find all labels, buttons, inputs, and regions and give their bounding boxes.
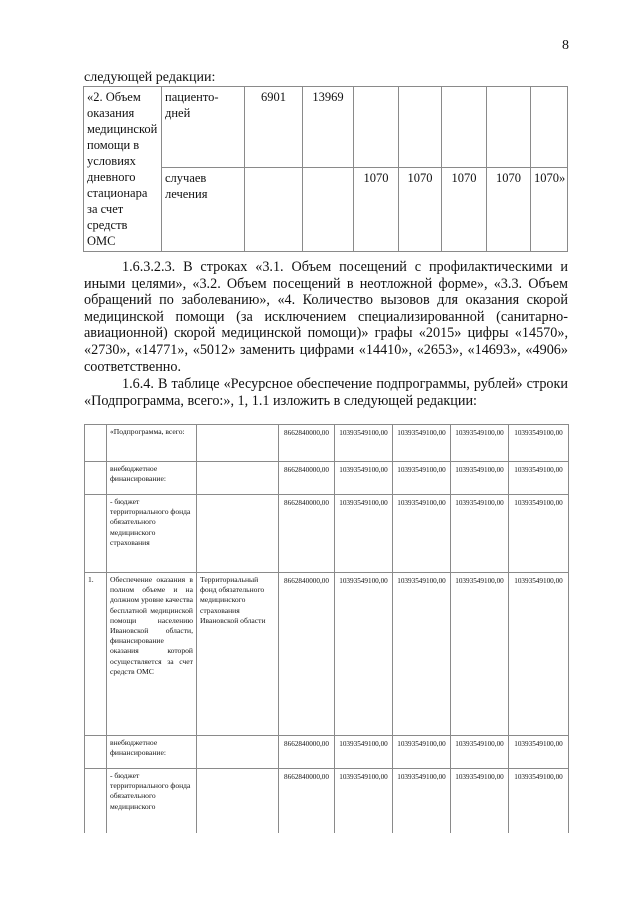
amount-cell: 10393549100,00 — [335, 573, 393, 736]
amount-cell: 8662840000,00 — [279, 425, 335, 462]
amount-cell: 10393549100,00 — [393, 462, 451, 495]
table1-cell — [487, 87, 531, 168]
table1-unit: пациенто-дней — [162, 87, 245, 168]
table1-cell: 1070 — [399, 168, 442, 252]
table1-cell — [531, 87, 568, 168]
resource-table — [84, 424, 569, 833]
row-number — [85, 495, 107, 573]
day-hospital-volume-table — [83, 86, 568, 252]
amount-cell: 10393549100,00 — [335, 736, 393, 769]
table1-cell: 6901 — [245, 87, 303, 168]
amount-cell: 10393549100,00 — [509, 462, 569, 495]
row-name: внебюджетное финансирование: — [107, 462, 197, 495]
row-name: Обеспечение оказания в полном объеме и на должном уровне качества бесплатной медицинской помощи населению Ивановской области, финансирование оказания которой осуществляется за счет средств ОМС — [107, 573, 197, 736]
table1-cell: 13969 — [303, 87, 354, 168]
table1-unit: случаев лечения — [162, 168, 245, 252]
row-number — [85, 769, 107, 833]
page-number: 8 — [562, 38, 569, 53]
row-executor — [197, 462, 279, 495]
table1-cell — [442, 87, 487, 168]
amount-cell: 10393549100,00 — [335, 425, 393, 462]
table1-label: «2. Объем оказания медицинской помощи в условиях дневного стационара за счет средств ОМС — [84, 87, 162, 252]
row-name: внебюджетное финансирование: — [107, 736, 197, 769]
row-number — [85, 462, 107, 495]
table1-cell: 1070 — [354, 168, 399, 252]
row-name: «Подпрограмма, всего: — [107, 425, 197, 462]
amount-cell: 10393549100,00 — [393, 736, 451, 769]
amount-cell: 10393549100,00 — [335, 769, 393, 833]
amount-cell: 10393549100,00 — [451, 425, 509, 462]
row-number: 1. — [85, 573, 107, 736]
table1-cell: 1070» — [531, 168, 568, 252]
amount-cell: 10393549100,00 — [393, 425, 451, 462]
amount-cell: 10393549100,00 — [509, 425, 569, 462]
amount-cell: 8662840000,00 — [279, 462, 335, 495]
amount-cell: 10393549100,00 — [393, 769, 451, 833]
amount-cell: 10393549100,00 — [393, 495, 451, 573]
table1-cell: 1070 — [487, 168, 531, 252]
table1-cell — [303, 168, 354, 252]
table1-cell — [354, 87, 399, 168]
table1-cell — [245, 168, 303, 252]
paragraph-1-6-3-2-3: 1.6.3.2.3. В строках «3.1. Объем посещений с профилактическими и иными целями», «3.2. Объем посещений в неотложной форме», «3.3. Объем обращений по заболеванию», «4. Количество вызовов для оказания скорой медицинской помощи (за исключением специализированной (санитарно-авиационной) скорой медицинской помощи)» графы «2015» цифры «14570», «2730», «14771», «5012» заменить цифрами «14410», «2653», «14693», «4906» соответственно. — [84, 259, 568, 375]
amount-cell: 10393549100,00 — [509, 495, 569, 573]
row-executor — [197, 495, 279, 573]
amount-cell: 10393549100,00 — [393, 573, 451, 736]
amount-cell: 10393549100,00 — [335, 462, 393, 495]
intro-line: следующей редакции: — [84, 70, 216, 85]
row-executor: Территориальный фонд обязательного медицинского страхования Ивановской области — [197, 573, 279, 736]
amount-cell: 8662840000,00 — [279, 495, 335, 573]
paragraph-1-6-4: 1.6.4. В таблице «Ресурсное обеспечение подпрограммы, рублей» строки «Подпрограмма, всего:», 1, 1.1 изложить в следующей редакции: — [84, 376, 568, 409]
amount-cell: 10393549100,00 — [509, 573, 569, 736]
row-executor — [197, 769, 279, 833]
row-name: - бюджет территориального фонда обязательного медицинского страхования — [107, 495, 197, 573]
amount-cell: 10393549100,00 — [509, 736, 569, 769]
table1-cell — [399, 87, 442, 168]
amount-cell: 8662840000,00 — [279, 573, 335, 736]
amount-cell: 10393549100,00 — [451, 769, 509, 833]
amount-cell: 10393549100,00 — [509, 769, 569, 833]
table1-cell: 1070 — [442, 168, 487, 252]
amount-cell: 10393549100,00 — [451, 736, 509, 769]
amount-cell: 10393549100,00 — [451, 462, 509, 495]
row-executor — [197, 736, 279, 769]
row-number — [85, 736, 107, 769]
row-name: - бюджет территориального фонда обязательного медицинского — [107, 769, 197, 833]
row-executor — [197, 425, 279, 462]
amount-cell: 8662840000,00 — [279, 769, 335, 833]
amount-cell: 10393549100,00 — [335, 495, 393, 573]
amount-cell: 10393549100,00 — [451, 495, 509, 573]
amount-cell: 8662840000,00 — [279, 736, 335, 769]
amount-cell: 10393549100,00 — [451, 573, 509, 736]
row-number — [85, 425, 107, 462]
